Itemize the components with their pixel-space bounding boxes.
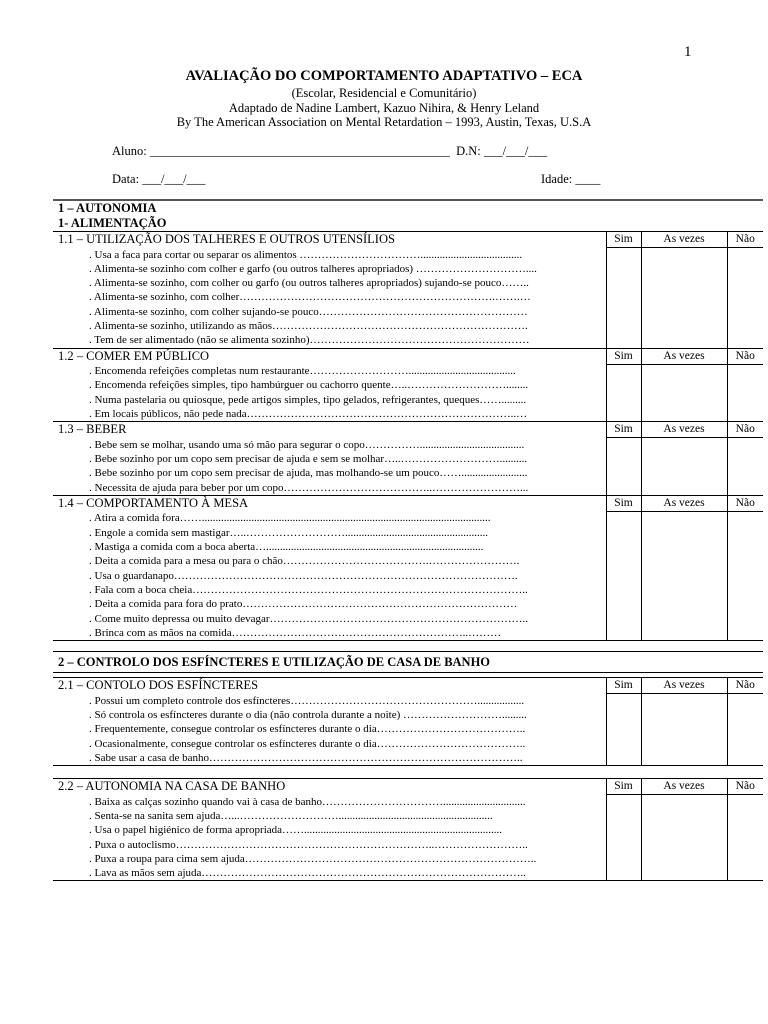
list-item: . Encomenda refeições simples, tipo hambúrguer ou cachorro quente…..………………………........	[89, 379, 529, 392]
assessment-table	[53, 199, 763, 882]
part1-subtitle: 1- ALIMENTAÇÃO	[58, 216, 167, 230]
answer-cell-sim[interactable]	[606, 511, 641, 640]
column-sim: Sim	[606, 232, 641, 248]
answer-cell-sim[interactable]	[606, 364, 641, 422]
list-item: . Senta-se na sanita sem ajuda…...………………………........................................................	[89, 809, 493, 822]
section-title: 1.4 – COMPORTAMENTO À MESA	[53, 495, 606, 511]
answer-cell-nao[interactable]	[727, 795, 763, 881]
list-item: . Engole a comida sem mastigar…..………………………....................................................	[89, 526, 489, 539]
form-source-credit: By The American Association on Mental Retardation – 1993, Austin, Texas, U.S.A	[176, 115, 592, 129]
list-item: . Sabe usar a casa de banho…………………………………………………………………………..	[89, 751, 523, 764]
column-nao: Não	[727, 779, 763, 795]
list-item: . Brinca com as mãos na comida………………………………………………………..………	[89, 626, 502, 639]
column-nao: Não	[727, 422, 763, 438]
list-item: . Alimenta-se sozinho, com colher ou garfo (ou outros talheres apropriados) sujando-se pouco……..	[89, 277, 529, 290]
list-item: . Usa o papel higiénico de forma apropriada……........................................................................	[89, 824, 503, 837]
section-title: 1.2 – COMER EM PÚBLICO	[53, 348, 606, 364]
list-item: . Puxa a roupa para cima sem ajuda……………………………………………………………………..	[89, 852, 537, 865]
age-field[interactable]: Idade: ____	[541, 172, 601, 186]
list-item: . Usa a faca para cortar ou separar os alimentos …………………………….....................................	[89, 248, 523, 261]
list-item: . Baixa as calças sozinho quando vai à casa de banho……………………………..............................	[89, 795, 526, 808]
list-item: . Fala com a boca cheia………………………………………………………………………………..	[89, 583, 528, 596]
section-title: 2.1 – CONTOLO DOS ESFÍNCTERES	[53, 678, 606, 694]
list-item: . Puxa o autoclismo……………………………………………………………..……………………..	[89, 838, 528, 851]
column-nao: Não	[727, 232, 763, 248]
list-item: . Alimenta-se sozinho com colher e garfo (ou outros talheres apropriados) …………………………....	[89, 262, 537, 275]
list-item: . Necessita de ajuda para beber por um copo…………………………………..……………………...	[89, 481, 529, 494]
list-item: . Numa pastelaria ou quiosque, pede artigos simples, tipo gelados, refrigerantes, queques…….........	[89, 393, 527, 406]
answer-cell-as-vezes[interactable]	[641, 438, 727, 496]
column-as-vezes: As vezes	[641, 232, 727, 248]
date-field[interactable]: Data: ___/___/___	[112, 172, 206, 186]
list-item: . Em locais públicos, não pede nada………………………………………………………………..…	[89, 407, 528, 420]
answer-cell-as-vezes[interactable]	[641, 248, 727, 349]
page-number: 1	[684, 44, 692, 60]
list-item: . Alimenta-se sozinho, com colher sujando-se pouco…………………………………………………	[89, 305, 528, 318]
list-item: . Encomenda refeições completas num restaurante……………………….......................................	[89, 365, 516, 378]
section-spacer	[53, 641, 763, 652]
list-item: . Ocasionalmente, consegue controlar os esfíncteres durante o dia…………………………………..	[89, 737, 526, 750]
section-spacer	[53, 766, 763, 779]
answer-cell-as-vezes[interactable]	[641, 694, 727, 766]
list-item: . Possui um completo controle dos esfíncteres…………………………………………….................	[89, 694, 525, 707]
part1-title: 1 – AUTONOMIA	[53, 200, 763, 216]
list-item: . Alimenta-se sozinho, utilizando as mãos…………………………………………………………….	[89, 319, 528, 332]
form-title: AVALIAÇÃO DO COMPORTAMENTO ADAPTATIVO – ECA	[185, 68, 583, 84]
part2-title: 2 – CONTROLO DOS ESFÍNCTERES E UTILIZAÇÃO DE CASA DE BANHO	[53, 652, 763, 673]
list-item: . Frequentemente, consegue controlar os esfíncteres durante o dia…………………………………..	[89, 723, 526, 736]
list-item: . Bebe sozinho por um copo sem precisar de ajuda, mas molhando-se um pouco……........................	[89, 467, 528, 480]
column-sim: Sim	[606, 678, 641, 694]
list-item: . Lava as mãos sem ajuda……………………………………………………………………………..	[89, 867, 526, 880]
column-nao: Não	[727, 678, 763, 694]
answer-cell-as-vezes[interactable]	[641, 511, 727, 640]
answer-cell-sim[interactable]	[606, 438, 641, 496]
section-title: 1.3 – BEBER	[53, 422, 606, 438]
column-sim: Sim	[606, 422, 641, 438]
answer-cell-nao[interactable]	[727, 694, 763, 766]
list-item: . Come muito depressa ou muito devagar……………………………………………………………..	[89, 612, 529, 625]
table-bottom-border	[53, 881, 763, 883]
column-sim: Sim	[606, 348, 641, 364]
column-as-vezes: As vezes	[641, 678, 727, 694]
form-subtitle: (Escolar, Residencial e Comunitário)	[291, 86, 477, 100]
list-item: . Mastiga a comida com a boca aberta…...............................................................................	[89, 541, 484, 554]
list-item: . Usa o guardanapo………………………………………………………………………………….	[89, 569, 518, 582]
column-as-vezes: As vezes	[641, 422, 727, 438]
answer-cell-sim[interactable]	[606, 795, 641, 881]
column-sim: Sim	[606, 779, 641, 795]
list-item: . Deita a comida para fora do prato…………………………………………………………………	[89, 598, 518, 611]
list-item: . Só controla os esfíncteres durante o dia (não controla durante a noite) ……………………….........	[89, 708, 527, 721]
answer-cell-as-vezes[interactable]	[641, 364, 727, 422]
column-as-vezes: As vezes	[641, 779, 727, 795]
list-item: . Atira a comida fora…….........................................................................................................	[89, 512, 491, 525]
section-title: 2.2 – AUTONOMIA NA CASA DE BANHO	[53, 779, 606, 795]
column-nao: Não	[727, 495, 763, 511]
answer-cell-nao[interactable]	[727, 248, 763, 349]
list-item: . Bebe sem se molhar, usando uma só mão para segurar o copo……………......................................	[89, 438, 525, 451]
list-item: . Bebe sozinho por um copo sem precisar de ajuda e sem se molhar…..………………………..........	[89, 453, 528, 466]
student-name-field[interactable]: Aluno: ________________________________________________ D.N: ___/___/___	[112, 144, 548, 158]
column-sim: Sim	[606, 495, 641, 511]
column-as-vezes: As vezes	[641, 348, 727, 364]
list-item: . Deita a comida para a mesa ou para o chão………………………………….…………………….	[89, 555, 520, 568]
column-nao: Não	[727, 348, 763, 364]
section-title: 1.1 – UTILIZAÇÃO DOS TALHERES E OUTROS UTENSÍLIOS	[53, 232, 606, 248]
list-item: . Alimenta-se sozinho, com colher…………………………………………………………….…….…	[89, 291, 531, 304]
list-item: . Tem de ser alimentado (não se alimenta sozinho)……………………………………………………	[89, 334, 530, 347]
answer-cell-nao[interactable]	[727, 511, 763, 640]
answer-cell-sim[interactable]	[606, 248, 641, 349]
answer-cell-nao[interactable]	[727, 364, 763, 422]
column-as-vezes: As vezes	[641, 495, 727, 511]
form-adaptation-credit: Adaptado de Nadine Lambert, Kazuo Nihira, & Henry Leland	[228, 101, 540, 115]
answer-cell-sim[interactable]	[606, 694, 641, 766]
answer-cell-as-vezes[interactable]	[641, 795, 727, 881]
answer-cell-nao[interactable]	[727, 438, 763, 496]
